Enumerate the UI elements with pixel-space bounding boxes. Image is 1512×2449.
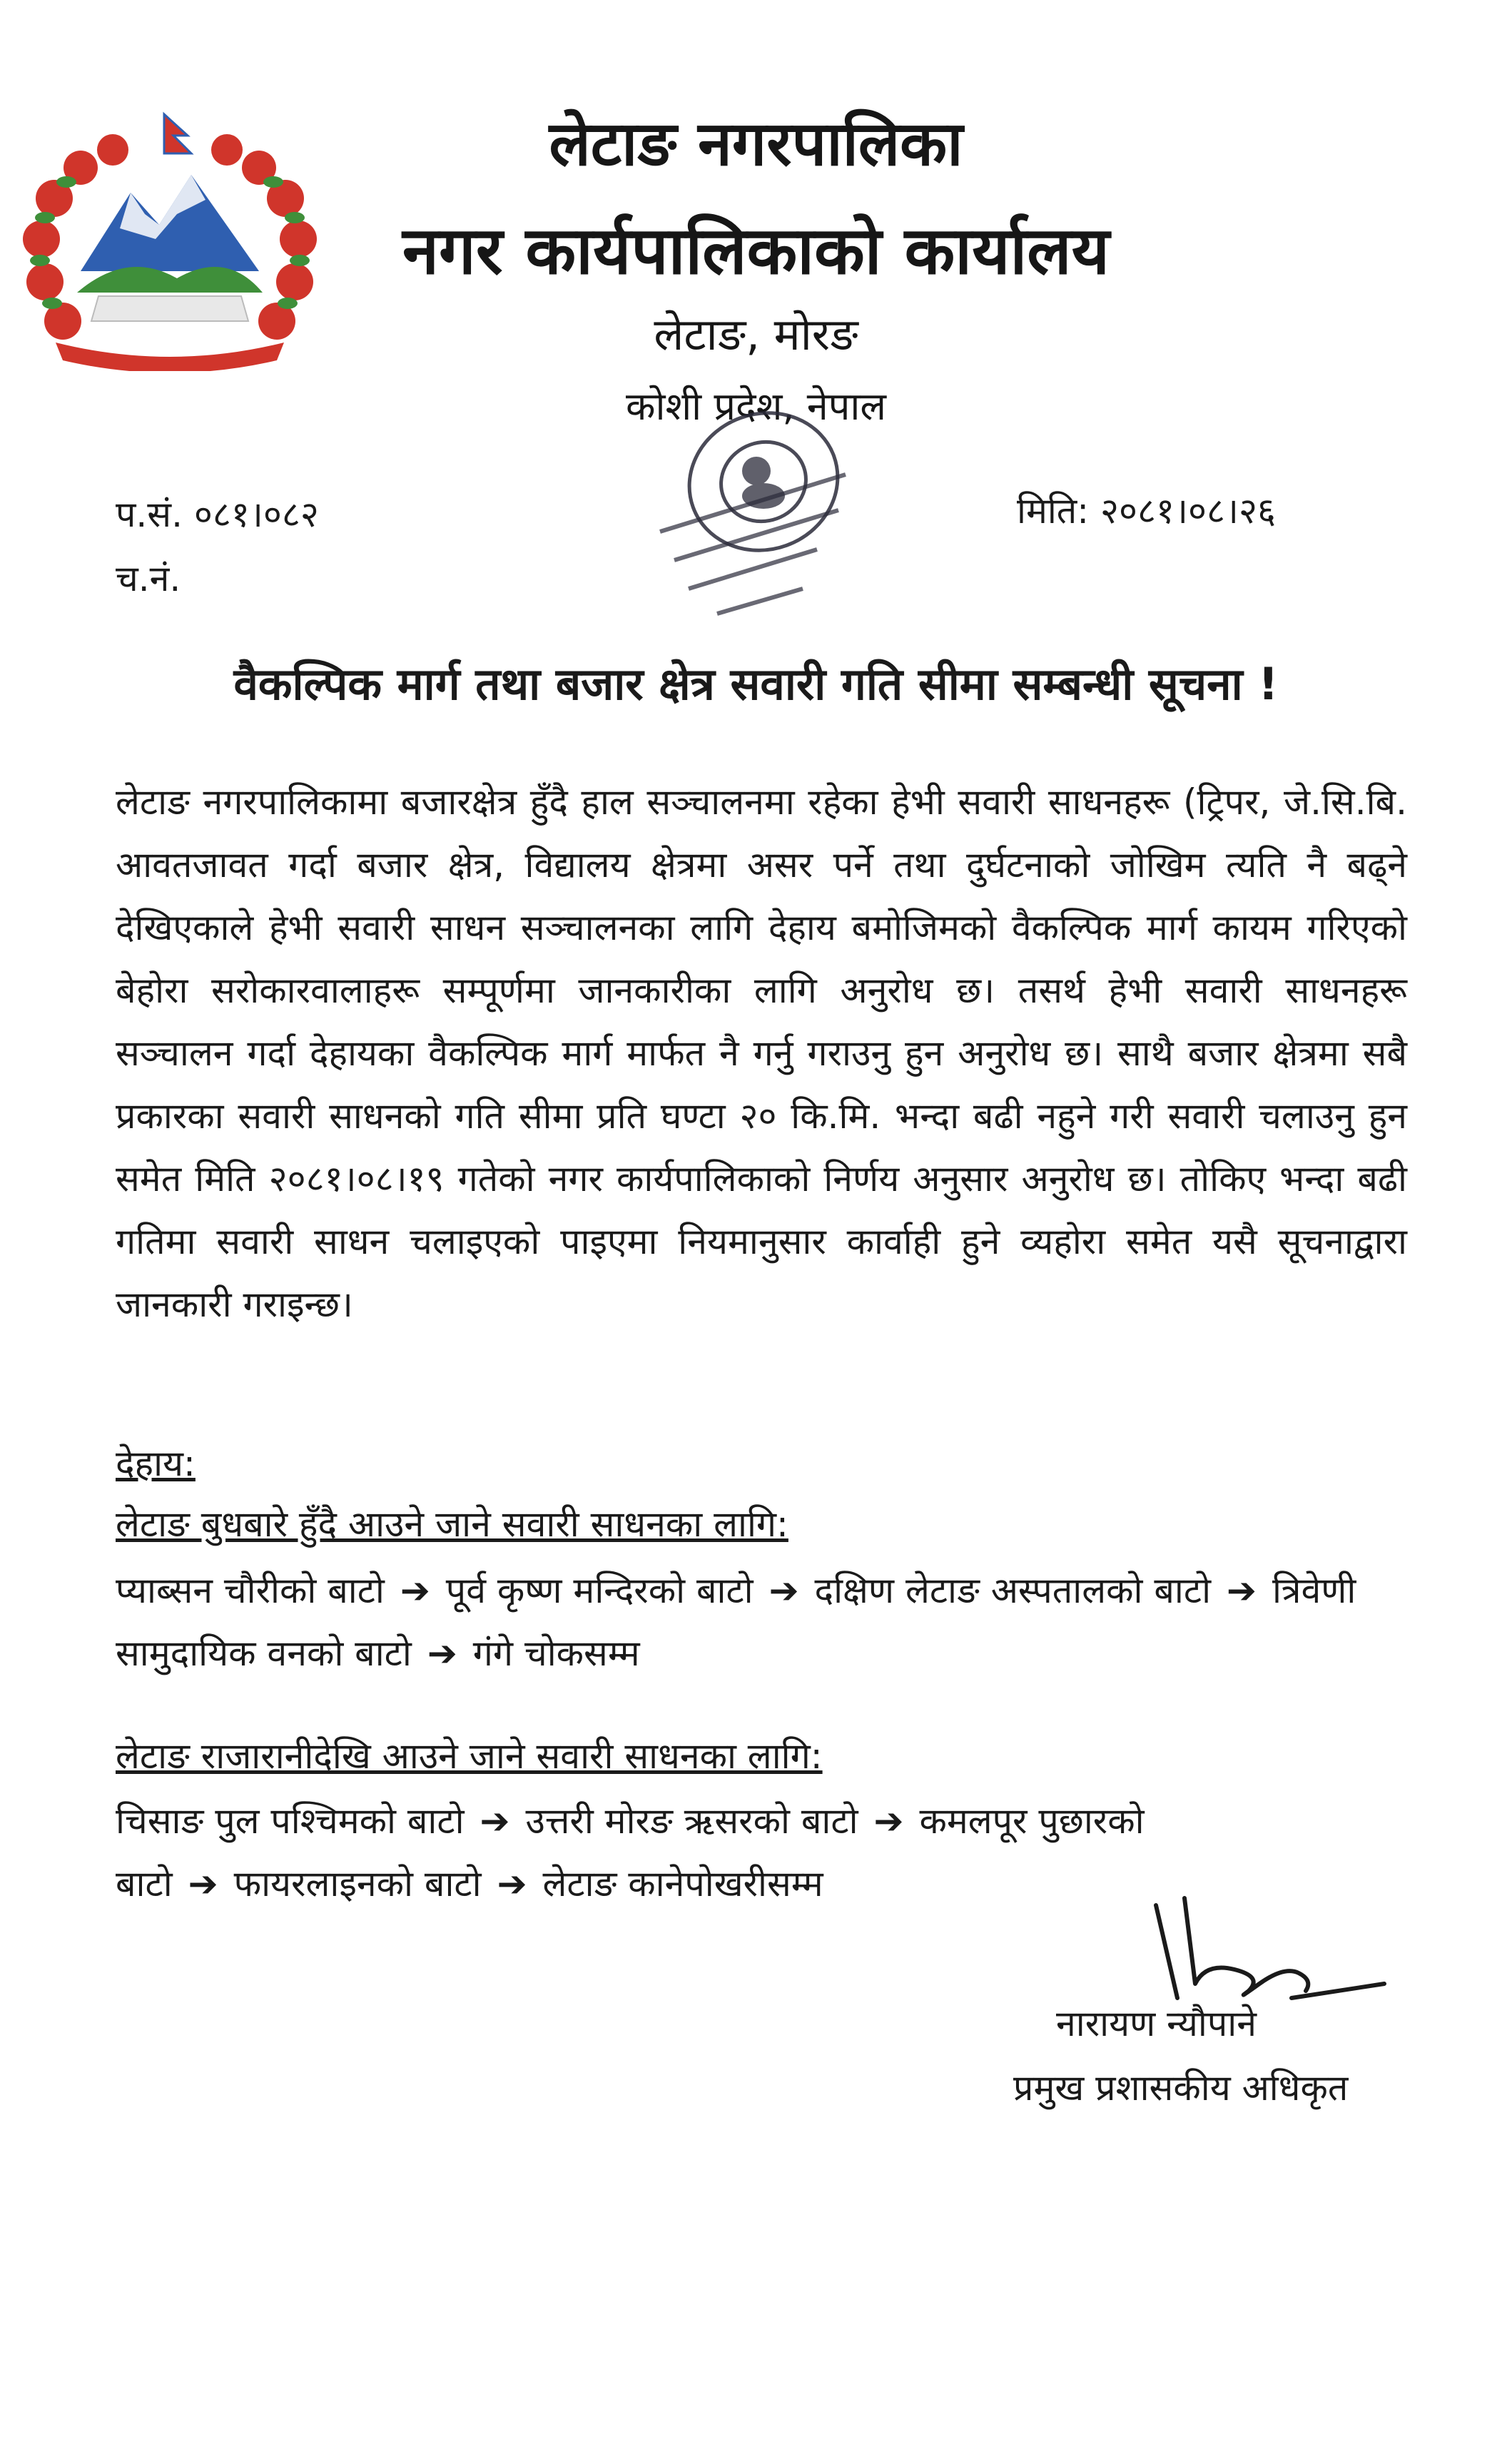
office-executive-title: नगर कार्यपालिकाको कार्यालय — [402, 213, 1110, 289]
schedule-heading: देहाय: — [116, 1443, 196, 1484]
route-stop: फायरलाइनको बाटो — [233, 1863, 482, 1905]
signatory-name: नारायण न्यौपाने — [1056, 2003, 1257, 2044]
notice-body: लेटाङ नगरपालिकामा बजारक्षेत्र हुँदै हाल सञ्चालनमा रहेका हेभी सवारी साधनहरू (ट्रिपर, जे.सि.बि. आवतजावत गर्दा बजार क्षेत्र, विद्यालय क्षेत्रमा असर पर्ने तथा दुर्घटनाको जोखिम त्यति नै बढ्ने देखिएकाले हेभी सवारी साधन सञ्चालनका लागि देहाय बमोजिमको वैकल्पिक मार्ग कायम गरिएको बेहोरा सरोकारवालाहरू सम्पूर्णमा जानकारीका लागि अनुरोध छ। तसर्थ हेभी सवारी साधनहरू सञ्चालन गर्दा देहायका वैकल्पिक मार्ग मार्फत नै गर्नु गराउनु हुन अनुरोध छ। साथै बजार क्षेत्रमा सबै प्रकारका सवारी साधनको गति सीमा प्रति घण्टा २० कि.मि. भन्दा बढी नहुने गरी सवारी चलाउनु हुन समेत मिति २०८१।०८।१९ गतेको नगर कार्यपालिकाको निर्णय अनुसार अनुरोध छ। तोकिए भन्दा बढी गतिमा सवारी साधन चलाइएको पाइएमा नियमानुसार कार्वाही हुने व्यहोरा समेत यसै सूचनाद्वारा जानकारी गराइन्छ। — [116, 781, 1407, 1325]
route-stop: उत्तरी मोरङ ऋसरको बाटो — [525, 1800, 858, 1842]
arrow-right-icon: ➔ — [768, 1570, 799, 1611]
route-stop: दक्षिण लेटाङ अस्पतालको बाटो — [814, 1570, 1212, 1611]
arrow-right-icon: ➔ — [873, 1800, 904, 1842]
route-stop: गंगे चोकसम्म — [472, 1633, 640, 1674]
notice-subject: वैकल्पिक मार्ग तथा बजार क्षेत्र सवारी गति सीमा सम्बन्धी सूचना ! — [233, 658, 1279, 710]
route-stop: चिसाङ पुल पश्चिमको बाटो — [116, 1800, 465, 1842]
arrow-right-icon: ➔ — [497, 1863, 527, 1905]
office-name: लेटाङ नगरपालिका — [549, 108, 963, 180]
route-stop: प्याब्सन चौरीको बाटो — [116, 1570, 385, 1611]
office-stamp-icon — [610, 389, 910, 624]
office-province: कोशी प्रदेश, नेपाल — [625, 384, 887, 429]
route-stop: लेटाङ कानेपोखरीसम्म — [542, 1863, 823, 1905]
arrow-right-icon: ➔ — [1227, 1570, 1257, 1611]
arrow-right-icon: ➔ — [400, 1570, 430, 1611]
arrow-right-icon: ➔ — [480, 1800, 510, 1842]
office-address: लेटाङ, मोरङ — [654, 308, 858, 360]
route-1-heading: लेटाङ बुधबारे हुँदै आउने जाने सवारी साधनका लागि: — [116, 1504, 788, 1545]
dispatch-number: च.नं. — [116, 558, 181, 599]
route-stop: पूर्व कृष्ण मन्दिरको बाटो — [445, 1570, 754, 1611]
route-1-path — [116, 1559, 1400, 1685]
arrow-right-icon: ➔ — [427, 1633, 457, 1674]
notice-date: मिति: २०८१।०८।२६ — [1017, 490, 1276, 532]
signatory-title: प्रमुख प्रशासकीय अधिकृत — [1013, 2067, 1349, 2109]
arrow-right-icon: ➔ — [188, 1863, 218, 1905]
route-stop: कमलपूर पुछारको बाटो — [116, 1800, 1145, 1905]
reference-number: प.सं. ०८१।०८२ — [116, 494, 319, 535]
route-2-heading: लेटाङ राजारानीदेखि आउने जाने सवारी साधनका लागि: — [116, 1735, 823, 1777]
route-stop: त्रिवेणी सामुदायिक वनको बाटो — [116, 1570, 1356, 1674]
